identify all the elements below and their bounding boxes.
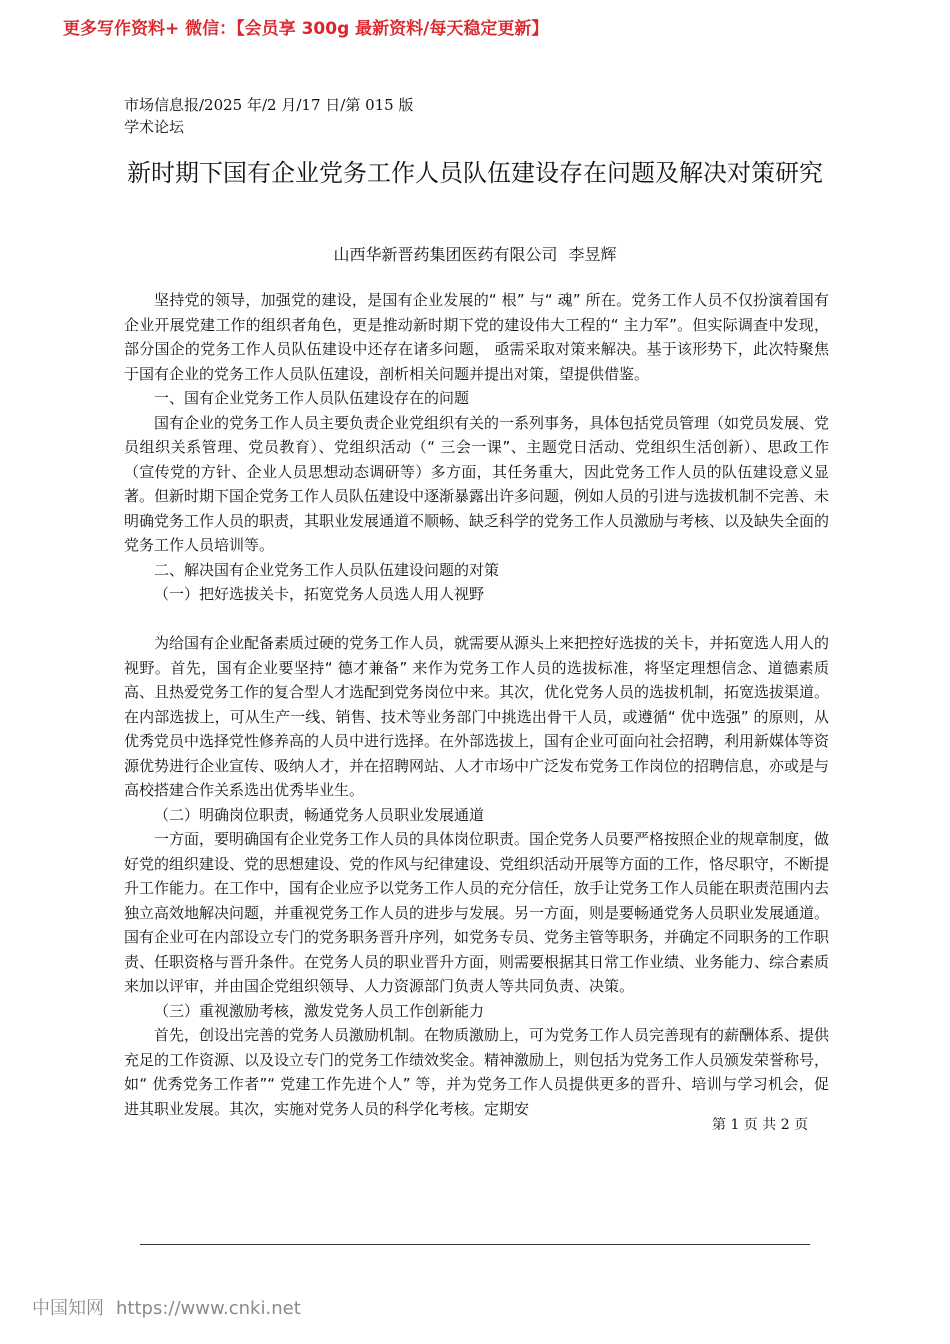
article-source: 市场信息报/2025 年/2 月/17 日/第 015 版学术论坛: [124, 96, 414, 136]
paragraph-selection: 为给国有企业配备素质过硬的党务工作人员，就需要从源头上来把控好选拔的关卡，并拓宽选人用人的视野。首先，国有企业要坚持“ 德才兼备” 来作为党务工作人员的选拔标准，将坚定理想信念、道德素质高、且热爱党务工作的复合型人才选配到党务岗位中来。其次，优化党务人员的选拔机制，拓宽选拔渠道。在内部选拔上，可从生产一线、销售、技术等业务部门中挑选出骨干人员，或遵循“ 优中选强” 的原则，从优秀党员中选择党性修养高的人员中进行选择。在外部选拔上，国有企业可面向社会招聘，利用新媒体等资源优势进行企业宣传、吸纳人才，并在招聘网站、人才市场中广泛发布党务工作岗位的招聘信息，亦或是与高校搭建合作关系选出优秀毕业生。: [124, 634, 830, 799]
footer-divider: [140, 1244, 810, 1245]
subheading-selection: （一）把好选拔关卡，拓宽党务人员选人用人视野: [154, 585, 485, 603]
subheading-duties: （二）明确岗位职责，畅通党务人员职业发展通道: [154, 805, 485, 824]
article-author: 山西华新晋药集团医药有限公司 李昱辉: [333, 245, 617, 264]
section-heading-1: 一、国有企业党务工作人员队伍建设存在的问题: [154, 389, 470, 407]
paragraph-incentives: 首先，创设出完善的党务人员激励机制。在物质激励上，可为党务工作人员完善现有的薪酬体系、提供充足的工作资源、以及设立专门的党务工作绩效奖金。精神激励上，则包括为党务工作人员颁发荣誉称号，如“ 优秀党务工作者”“ 党建工作先进个人” 等，并为党务工作人员提供更多的晋升、培训与学习机会，促进其职业发展。其次，实施对党务人员的科学化考核。定期安: [124, 1026, 830, 1118]
article-body: [124, 288, 829, 1121]
paragraph-problems: 国有企业的党务工作人员主要负责企业党组织有关的一系列事务，具体包括党员管理（如党员发展、党员组织关系管理、党员教育）、党组织活动（“ 三会一课”、主题党日活动、党组织生活创新）、思政工作（宣传党的方针、企业人员思想动态调研等）多方面，其任务重大，因此党务工作人员的队伍建设意义显著。但新时期下国企党务工作人员队伍建设中逐渐暴露出许多问题，例如人员的引进与选拔机制不完善、未明确党务工作人员的职责，其职业发展通道不顺畅、缺乏科学的党务工作人员激励与考核、以及缺失全面的党务工作人员培训等。: [124, 413, 830, 554]
subheading-incentives: （三）重视激励考核，激发党务人员工作创新能力: [154, 1001, 485, 1020]
watermark: [32, 1294, 301, 1320]
paragraph-duties: 一方面，要明确国有企业党务工作人员的具体岗位职责。国企党务人员要严格按照企业的规章制度，做好党的组织建设、党的思想建设、党的作风与纪律建设、党组织活动开展等方面的工作，恪尽职守，不断提升工作能力。在工作中，国有企业应予以党务工作人员的充分信任，放手让党务工作人员能在职责范围内去独立高效地解决问题，并重视党务工作人员的进步与发展。另一方面，则是要畅通党务人员职业发展通道。国有企业可在内部设立专门的党务职务晋升序列，如党务专员、党务主管等职务，并确定不同职务的工作职责、任职资格与晋升条件。在党务人员的职业晋升方面，则需要根据其日常工作业绩、业务能力、综合素质来加以评审，并由国企党组织领导、人力资源部门负责人等共同负责、决策。: [124, 830, 830, 995]
promo-banner: 更多写作资料+ 微信：【会员享 300g 最新资料/每天稳定更新】: [63, 19, 549, 39]
watermark-url: https://www.cnki.net: [116, 1298, 301, 1319]
page-indicator: 第 1 页 共 2 页: [712, 1117, 809, 1133]
section-heading-2: 二、解决国有企业党务工作人员队伍建设问题的对策: [154, 560, 500, 579]
paragraph-intro: 坚持党的领导，加强党的建设，是国有企业发展的“ 根” 与“ 魂” 所在。党务工作人员不仅扮演着国有企业开展党建工作的组织者角色，更是推动新时期下党的建设伟大工程的“ 主力军”。但实际调查中发现， 部分国企的党务工作人员队伍建设中还存在诸多问题， 亟需采取对策来解决。基于该形势下，此次特聚焦于国有企业的党务工作人员队伍建设，剖析相关问题并提出对策，望提供借鉴。: [124, 291, 829, 383]
watermark-name: 中国知网: [32, 1298, 104, 1319]
article-title: 新时期下国有企业党务工作人员队伍建设存在问题及解决对策研究: [127, 159, 823, 187]
